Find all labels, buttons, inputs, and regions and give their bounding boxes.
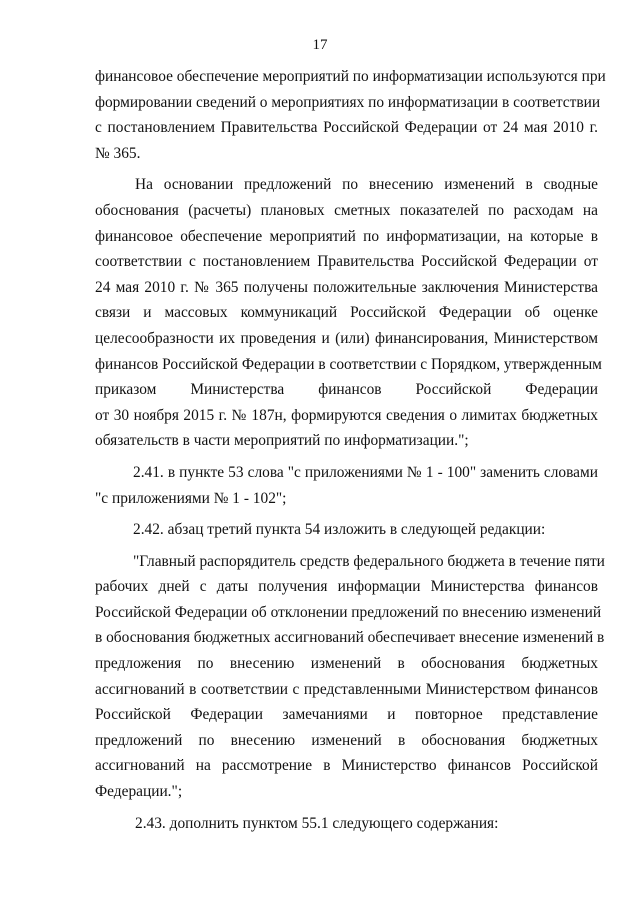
text-line: № 365.	[95, 144, 141, 162]
paragraph-item-2-42	[95, 517, 598, 543]
text-line: Российской Федерации замечаниями и повторное представление	[95, 706, 598, 724]
text-line: от 30 ноября 2015 г. № 187н, формируются сведения о лимитах бюджетных	[95, 406, 598, 424]
paragraph-continuation	[95, 64, 606, 166]
text-line: соответствии с постановлением Правительства Российской Федерации от	[95, 253, 598, 271]
document-body	[95, 64, 606, 836]
text-line: ассигнований в соответствии с представленными Министерством финансов	[95, 680, 598, 698]
text-line: в обоснования бюджетных ассигнований обеспечивает внесение изменений в	[95, 629, 605, 647]
text-line: предложения по внесению изменений в обоснования бюджетных	[95, 655, 598, 673]
text-line: предложений по внесению изменений в обоснования бюджетных	[95, 731, 598, 749]
text-line: 2.42. абзац третий пункта 54 изложить в следующей редакции:	[133, 521, 546, 539]
paragraph-item-2-41	[95, 460, 598, 511]
paragraph-budget-limits	[95, 172, 602, 454]
text-line: 2.41. в пункте 53 слова "с приложениями № 1 - 100" заменить словами	[133, 463, 598, 481]
text-line: финансовое обеспечение мероприятий по информатизации используются при	[95, 68, 606, 85]
text-line: обоснования (расчеты) плановых сметных показателей по расходам на	[95, 201, 598, 219]
text-line: 2.43. дополнить пунктом 55.1 следующего содержания:	[135, 814, 499, 832]
text-line: Федерации.";	[95, 783, 183, 801]
text-line: "с приложениями № 1 - 102";	[95, 489, 287, 507]
text-line: "Главный распорядитель средств федерального бюджета в течение пяти	[133, 552, 605, 570]
page-number: 17	[312, 37, 328, 53]
text-line: На основании предложений по внесению изменений в сводные	[135, 176, 598, 194]
text-line: обязательств в части мероприятий по информатизации.";	[95, 432, 469, 450]
text-line: формировании сведений о мероприятиях по информатизации в соответствии	[95, 93, 601, 111]
paragraph-item-2-43	[95, 811, 598, 837]
text-line: целесообразности их проведения и (или) финансирования, Министерством	[95, 329, 598, 347]
text-line: рабочих дней с даты получения информации Министерства финансов	[95, 578, 598, 596]
text-line: финансовое обеспечение мероприятий по информатизации, на которые в	[95, 227, 598, 245]
text-line: с постановлением Правительства Российской Федерации от 24 мая 2010 г.	[95, 119, 598, 137]
text-line: 24 мая 2010 г. № 365 получены положительные заключения Министерства	[95, 278, 598, 296]
text-line: Российской Федерации об отклонении предложений по внесению изменений	[95, 603, 602, 621]
text-line: приказом Министерства финансов Российской Федерации	[95, 381, 598, 399]
text-line: финансов Российской Федерации в соответствии с Порядком, утвержденным	[95, 355, 602, 373]
text-line: связи и массовых коммуникаций Российской Федерации об оценке	[95, 304, 598, 322]
text-line: ассигнований на рассмотрение в Министерство финансов Российской	[95, 757, 598, 775]
paragraph-quoted-wording	[95, 549, 605, 805]
